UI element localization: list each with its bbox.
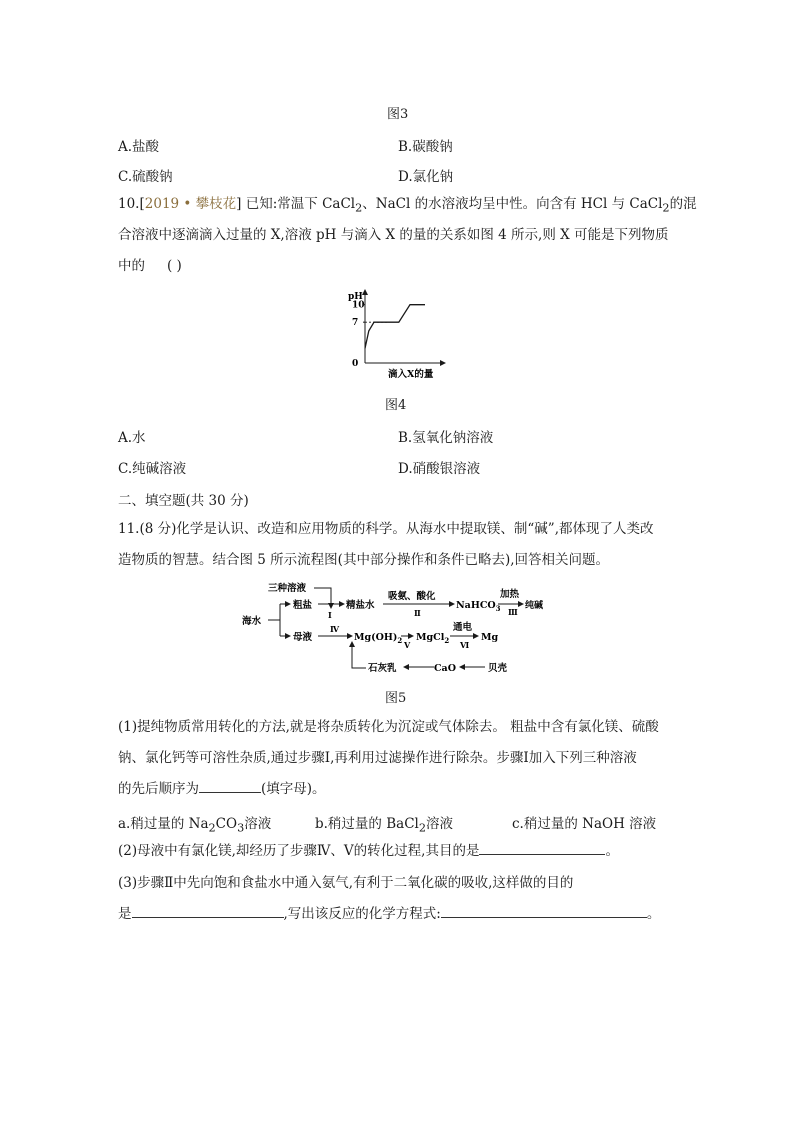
flow-mgcl2: MgCl$_2$	[416, 632, 450, 645]
section-2-title: 二、填空题(共 30 分)	[118, 493, 249, 509]
chart-y-tick-label: 7	[352, 318, 359, 329]
q10-line-2: 合溶液中逐滴滴入过量的 X,溶液 pH 与滴入 X 的量的关系如图 4 所示,则 X 可能是下列物质	[118, 227, 669, 243]
q11-line-1: 11.(8 分)化学是认识、改造和应用物质的科学。从海水中提取镁、制“碱”,都体现了人类改	[118, 521, 654, 537]
q11-part1-answer-blank[interactable]	[199, 778, 261, 793]
q10-option-b: B.氢氧化钠溶液	[398, 430, 494, 446]
flow-step-3: Ⅲ	[508, 607, 518, 617]
q11-part1-line-1: (1)提纯物质常用转化的方法,就是将杂质转化为沉淀或气体除去。 粗盐中含有氯化镁、硫酸	[118, 719, 659, 735]
figure-4-chart	[340, 285, 450, 380]
q11-part1-line-3: 的先后顺序为 (填字母)。	[118, 774, 326, 805]
q11-number: 11.	[118, 521, 140, 537]
q11-choice-c: c.稍过量的 NaOH 溶液	[512, 816, 657, 832]
figure-3-caption: 图3	[387, 107, 409, 122]
q11-part3-line-1: (3)步骤Ⅱ中先向饱和食盐水中通入氨气,有利于二氧化碳的吸收,这样做的目的	[118, 875, 574, 891]
flow-seawater: 海水	[242, 616, 262, 627]
chart-y-tick-label: 0	[352, 359, 359, 369]
q10-option-c: C.纯碱溶液	[118, 461, 187, 477]
q11-choice-b: b.稍过量的 BaCl$_2$溶液	[315, 816, 454, 835]
flow-step-4: Ⅳ	[330, 624, 340, 634]
chart-y-label: pH	[348, 292, 363, 302]
q11-part1-line-2: 钠、氯化钙等可溶性杂质,通过步骤Ⅰ,再利用过滤操作进行除杂。步骤Ⅰ加入下列三种溶液	[118, 750, 637, 766]
q10-source: 2019 • 攀枝花	[144, 196, 237, 212]
q10-line-1: 10.[2019 • 攀枝花] 已知:常温下 CaCl$_2$、NaCl 的水溶液均呈中性。向含有 HCl 与 CaCl$_2$的混	[118, 196, 697, 215]
chart-x-label: 滴入X的量	[388, 369, 434, 380]
q10-option-d: D.硝酸银溶液	[398, 461, 481, 477]
q9-option-b: B.碳酸钠	[398, 139, 453, 155]
q11-choice-a: a.稍过量的 $Na_2CO_3$溶液	[118, 816, 272, 835]
chart-series-line	[365, 305, 425, 349]
figure-5-caption: 图5	[385, 691, 407, 706]
flow-step-6: Ⅵ	[460, 640, 470, 650]
q11-part3-equation-blank[interactable]	[441, 903, 647, 918]
flow-soda: 纯碱	[525, 601, 544, 611]
q10-line-3: 中的 ( )	[118, 258, 182, 274]
q11-line-2: 造物质的智慧。结合图 5 所示流程图(其中部分操作和条件已略去),回答相关问题。	[118, 552, 609, 568]
flow-crude-salt: 粗盐	[293, 600, 313, 611]
flow-step-2: Ⅱ	[414, 608, 421, 618]
q10-option-a: A.水	[118, 430, 146, 446]
flow-lime-milk: 石灰乳	[368, 663, 397, 674]
q11-part3-purpose-blank[interactable]	[132, 903, 284, 918]
q11-part3-line-2: 是 ,写出该反应的化学方程式: 。	[118, 899, 660, 930]
flow-cao: CaO	[434, 663, 456, 674]
flow-ammonia-acid: 吸氨、酸化	[388, 591, 436, 602]
q9-option-c: C.硫酸钠	[118, 169, 173, 185]
flow-three-solutions: 三种溶液	[268, 583, 307, 594]
flow-shell: 贝壳	[488, 663, 508, 674]
figure-4-caption: 图4	[385, 398, 407, 413]
q9-option-a: A.盐酸	[118, 139, 160, 155]
flow-mgoh2: $Mg(OH)_2$	[354, 632, 403, 645]
q11-part2: (2)母液中有氯化镁,却经历了步骤Ⅳ、Ⅴ的转化过程,其目的是 。	[118, 836, 619, 867]
q9-option-d: D.氯化钠	[398, 169, 454, 185]
flow-mg: Mg	[481, 632, 499, 643]
flow-mother-liquor: 母液	[293, 632, 313, 643]
flow-electrolysis: 通电	[453, 622, 473, 633]
flow-step-5: Ⅴ	[404, 640, 411, 650]
q10-answer-paren: ( )	[167, 258, 182, 274]
q11-part2-answer-blank[interactable]	[479, 840, 605, 855]
q10-number: 10.	[118, 196, 140, 212]
flow-nahco3: NaHCO$_3$	[456, 600, 501, 613]
flow-brine: 精盐水	[346, 600, 375, 611]
flow-step-1: Ⅰ	[328, 610, 332, 620]
chart-y-tick-label: 10	[352, 300, 365, 311]
figure-5-flowchart	[238, 578, 544, 678]
flow-heat: 加热	[500, 589, 520, 600]
